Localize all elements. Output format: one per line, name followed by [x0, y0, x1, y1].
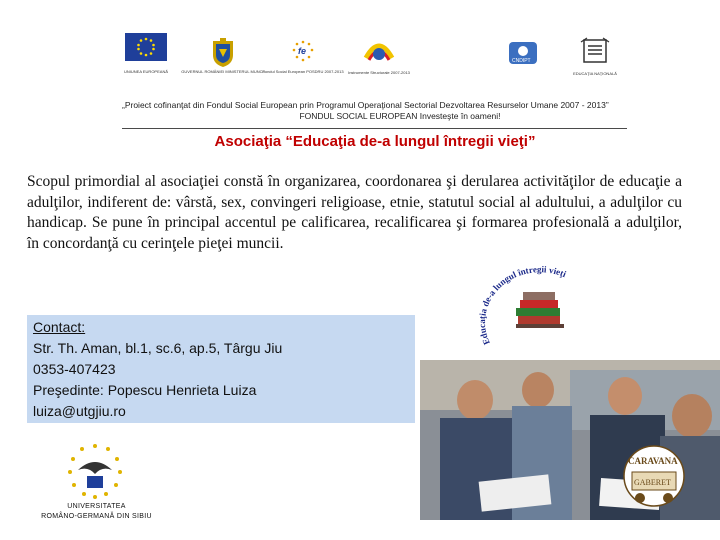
- university-caption-line1: UNIVERSITATEA: [67, 503, 126, 510]
- eu-flag-logo: [123, 33, 168, 74]
- purpose-paragraph: Scopul primordial al asociaţiei constă în organizarea, coordonarea şi derularea activităţilor de educaţie a adulţilor, indiferent de: vârstă, sex, convingeri religioase, etnie, statutul social al adultului, a adulţilor cu handicap. Se pune în principal accentul pe calificarea, recalificarea şi formarea profesională a adulţilor, în concordanţă cu cerinţele pieţei muncii.: [27, 173, 682, 252]
- badge-circle-text: Educaţia de-a lungul întregii vieţi: [476, 264, 568, 347]
- badge-graphic: [468, 248, 608, 358]
- cndipt-text: CNDIPT: [512, 58, 531, 64]
- lifelong-learning-badge: [468, 248, 608, 358]
- structural-instruments-icon: [360, 36, 398, 68]
- caravan-text: CARAVANA: [628, 456, 678, 466]
- contact-president: Preşedinte: Popescu Henrieta Luiza: [33, 382, 257, 398]
- university-logo: [60, 440, 130, 500]
- cndipt-icon: [506, 40, 540, 66]
- contact-box: [27, 315, 415, 423]
- fse-logo: [262, 38, 344, 74]
- eu-flag-icon: [125, 33, 167, 61]
- contact-address: Str. Th. Aman, bl.1, sc.6, ap.5, Târgu Jiu: [33, 340, 283, 356]
- logo-caption: UNIUNEA EUROPEANĂ: [123, 69, 168, 74]
- cndipt-logo: [506, 40, 540, 71]
- university-crest-icon: [60, 440, 130, 500]
- caravan-icon: [618, 440, 690, 515]
- svg-text:fe: fe: [298, 46, 307, 56]
- contact-email[interactable]: luiza@utgjiu.ro: [33, 403, 126, 419]
- contact-phone: 0353-407423: [33, 361, 116, 377]
- instrumente-structurale-logo: [348, 36, 410, 75]
- caravan-subtext: GABERET: [634, 478, 671, 487]
- minister-education-logo: [573, 36, 617, 76]
- caravan-logo: [618, 440, 690, 515]
- education-ministry-icon: [578, 36, 612, 68]
- logo-caption: GUVERNUL ROMÂNIEI MINISTERUL MUNCII: [181, 69, 265, 74]
- university-caption: [14, 502, 179, 522]
- fse-icon: [288, 38, 318, 66]
- header-divider: [122, 128, 627, 129]
- coat-of-arms-icon: [209, 37, 237, 69]
- association-title: Asociaţia “Educaţia de-a lungul întregii vieţi”: [214, 133, 536, 150]
- logo-caption: Instrumente Structurale 2007-2013: [348, 70, 410, 75]
- guvernul-romaniei-logo: [181, 37, 265, 74]
- university-caption-line2: ROMÂNO-GERMANĂ DIN SIBIU: [41, 513, 152, 520]
- fse-slogan: FONDUL SOCIAL EUROPEAN Investeşte în oameni!: [299, 111, 501, 121]
- contact-heading: Contact:: [33, 319, 86, 335]
- funding-statement: „Proiect cofinanţat din Fondul Social European prin Programul Operaţional Sectorial Dezvoltarea Resurselor Umane 2007 - 2013”: [122, 100, 609, 110]
- logo-caption: Fondul Social European POSDRU 2007-2013: [262, 69, 344, 74]
- books-icon: [516, 292, 564, 328]
- logo-caption: EDUCAŢIA NAŢIONALĂ: [573, 71, 617, 76]
